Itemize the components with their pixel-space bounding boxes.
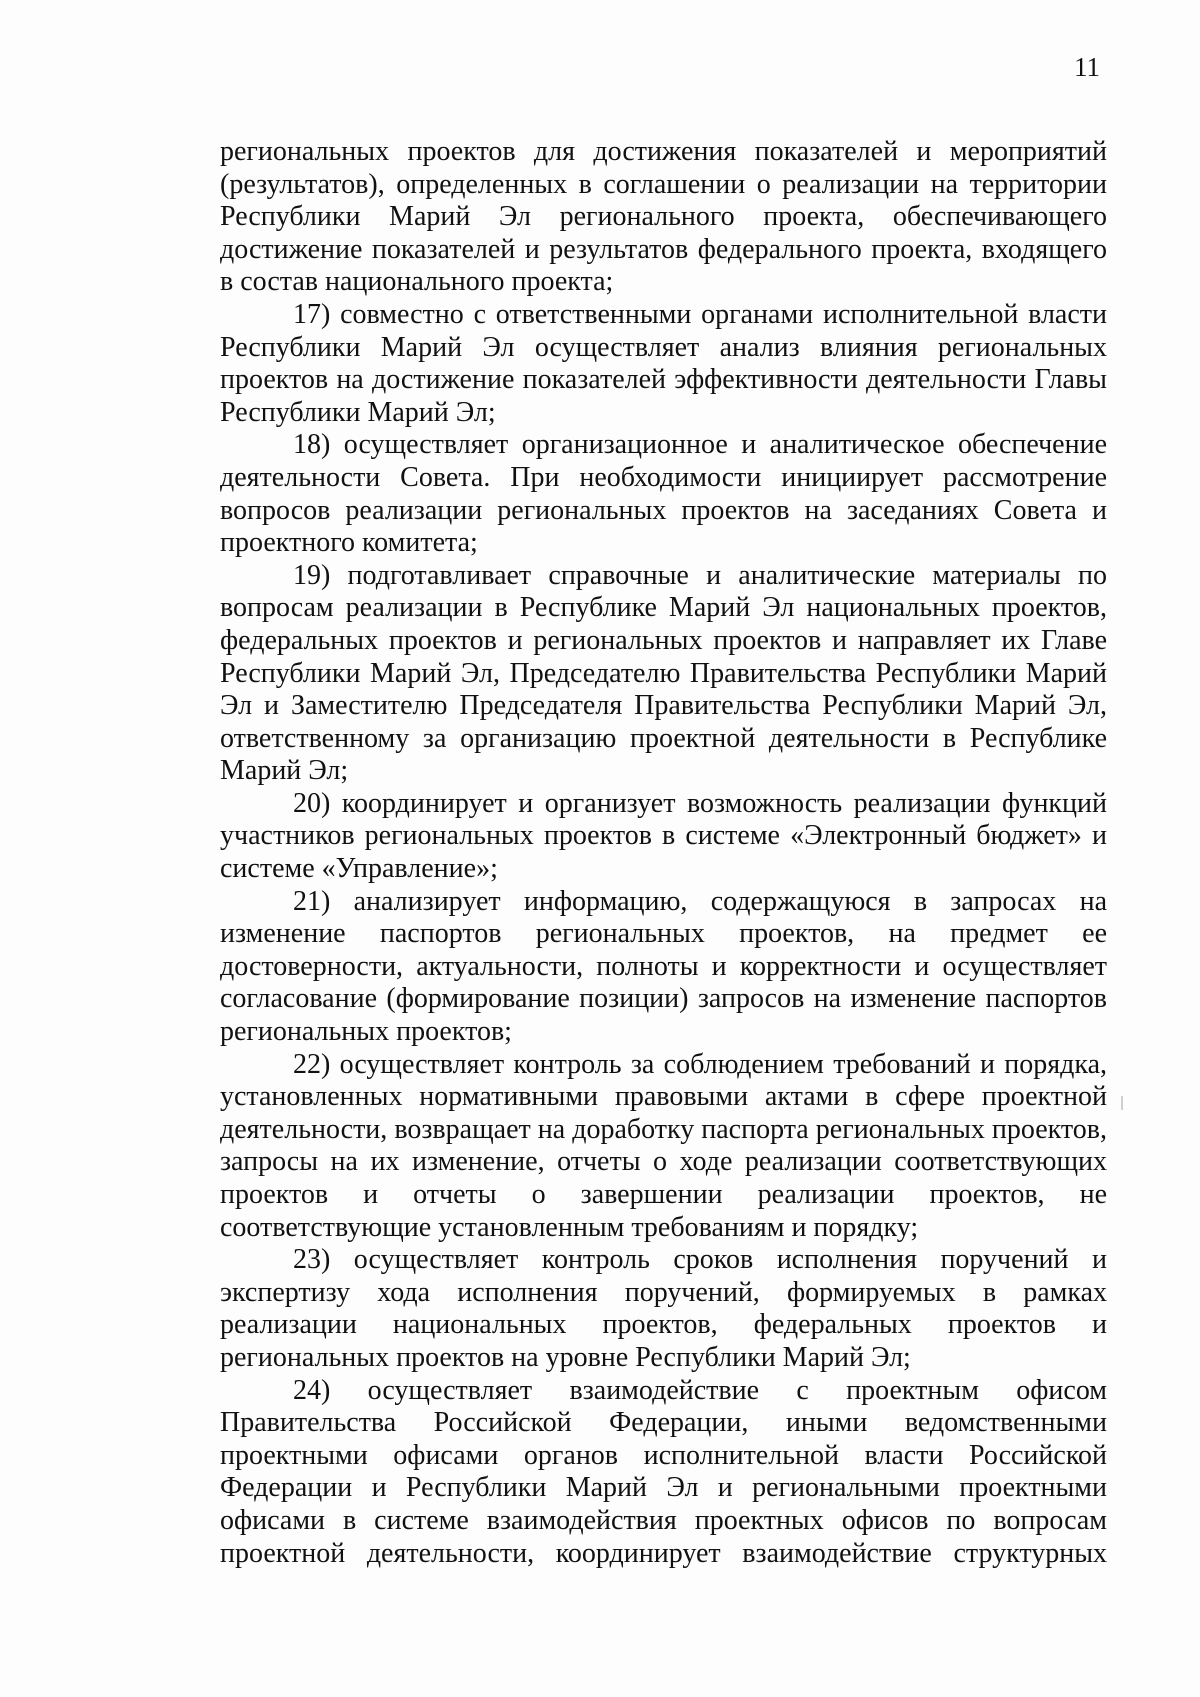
paragraph-item-20: 20) координирует и организует возможность реализации функций участников региональных проектов в системе «Электронный бюджет» и системе «Управление»;: [220, 787, 1107, 885]
page-number: 11: [1074, 52, 1100, 82]
paragraph-item-22: 22) осуществляет контроль за соблюдением требований и порядка, установленных нормативными правовыми актами в сфере проектной деятельности, возвращает на доработку паспорта региональных проектов, запросы на их изменение, отчеты о ходе реализации соответствующих проектов и отчеты о завершении реализации проектов, не соответствующие установленным требованиям и порядку;: [220, 1048, 1107, 1243]
paragraph-item-23: 23) осуществляет контроль сроков исполнения поручений и экспертизу хода исполнения поручений, формируемых в рамках реализации национальных проектов, федеральных проектов и региональных проектов на уровне Республики Марий Эл;: [220, 1244, 1107, 1373]
paragraph-item-21: 21) анализирует информацию, содержащуюся в запросах на изменение паспортов региональных проектов, на предмет ее достоверности, актуальности, полноты и корректности и осуществляет согласование (формирование позиции) запросов на изменение паспортов региональных проектов;: [220, 885, 1107, 1048]
paragraph-item-18: 18) осуществляет организационное и аналитическое обеспечение деятельности Совета. При необходимости инициирует рассмотрение вопросов реализации региональных проектов на заседаниях Совета и проектного комитета;: [220, 429, 1107, 559]
paragraph-item-24: 24) осуществляет взаимодействие с проектным офисом Правительства Российской Федерации, иными ведомственными проектными офисами органов исполнительной власти Российской Федерации и Республики Марий Эл и региональными проектными офисами в системе взаимодействия проектных офисов по вопросам проектной деятельности, координирует взаимодействие структурных: [220, 1374, 1107, 1569]
paragraph-continuation: региональных проектов для достижения показателей и мероприятий (результатов), определенных в соглашении о реализации на территории Республики Марий Эл регионального проекта, обеспечивающего достижение показателей и результатов федерального проекта, входящего в состав национального проекта;: [220, 136, 1107, 298]
paragraph-item-17: 17) совместно с ответственными органами исполнительной власти Республики Марий Эл осуществляет анализ влияния региональных проектов на достижение показателей эффективности деятельности Главы Республики Марий Эл;: [220, 298, 1107, 428]
document-body: [220, 136, 1107, 1570]
paragraph-item-19: 19) подготавливает справочные и аналитические материалы по вопросам реализации в Республике Марий Эл национальных проектов, федеральных проектов и региональных проектов и направляет их Главе Республики Марий Эл, Председателю Правительства Республики Марий Эл и Заместителю Председателя Правительства Республики Марий Эл, ответственному за организацию проектной деятельности в Республике Марий Эл;: [220, 559, 1107, 787]
scan-artifact: [1121, 1096, 1123, 1110]
